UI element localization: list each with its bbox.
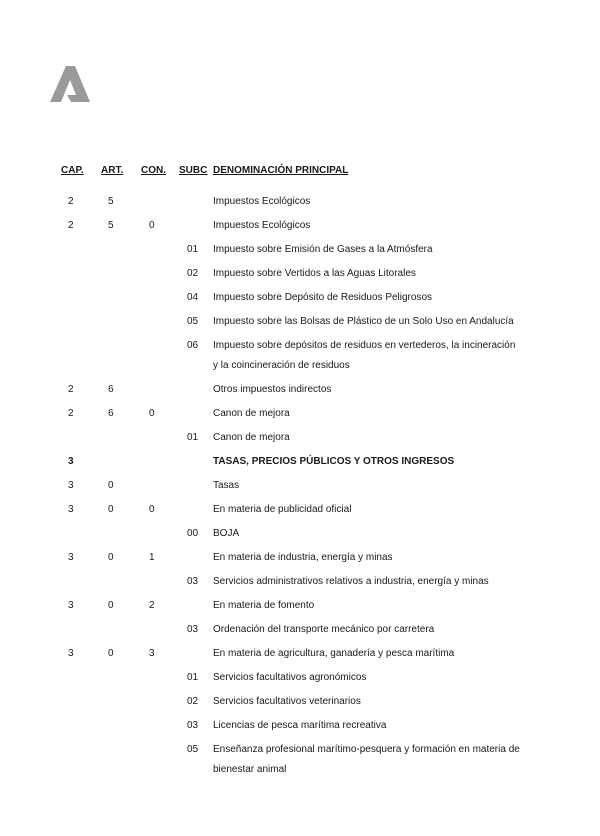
subc-cell: 04 (187, 292, 199, 303)
denominacion-cell: En materia de fomento (213, 600, 315, 611)
header-cap: CAP. (61, 165, 84, 176)
con-cell: 0 (149, 504, 155, 515)
art-cell: 0 (108, 504, 114, 515)
subc-cell: 01 (187, 244, 199, 255)
subc-cell: 03 (187, 624, 199, 635)
con-cell: 1 (149, 552, 155, 563)
cap-cell: 2 (68, 220, 74, 231)
art-cell: 0 (108, 648, 114, 659)
art-cell: 0 (108, 600, 114, 611)
header-art: ART. (101, 165, 124, 176)
con-cell: 0 (149, 408, 155, 419)
con-cell: 0 (149, 220, 155, 231)
subc-cell: 03 (187, 576, 199, 587)
art-cell: 0 (108, 480, 114, 491)
denominacion-cell: Impuestos Ecológicos (213, 196, 311, 207)
header-denominacion: DENOMINACIÓN PRINCIPAL (213, 165, 349, 176)
denominacion-cell: BOJA (213, 528, 240, 539)
cap-cell: 3 (68, 600, 74, 611)
cap-cell: 2 (68, 196, 74, 207)
cap-cell: 3 (68, 504, 74, 515)
denominacion-cell: Tasas (213, 480, 240, 491)
denominacion-cell: En materia de agricultura, ganadería y pesca marítima (213, 648, 455, 659)
denominacion-cell: Canon de mejora (213, 432, 290, 443)
subc-cell: 05 (187, 316, 199, 327)
denominacion-cell: Servicios facultativos veterinarios (213, 696, 361, 707)
denominacion-cell: Impuesto sobre depósitos de residuos en vertederos, la incineración y la coincineración de residuos (213, 340, 516, 371)
cap-cell: 3 (68, 648, 74, 659)
cap-cell: 3 (68, 552, 74, 563)
denominacion-cell: Impuesto sobre Depósito de Residuos Peligrosos (213, 292, 433, 303)
subc-cell: 01 (187, 672, 199, 683)
junta-andalucia-logo (50, 66, 90, 102)
denominacion-cell: Impuestos Ecológicos (213, 220, 311, 231)
subc-cell: 00 (187, 528, 199, 539)
denominacion-cell: En materia de industria, energía y minas (213, 552, 393, 563)
denominacion-cell: Servicios facultativos agronómicos (213, 672, 367, 683)
denominacion-cell: Impuesto sobre las Bolsas de Plástico de un Solo Uso en Andalucía (213, 316, 514, 327)
denominacion-cell: Canon de mejora (213, 408, 290, 419)
denominacion-cell: Servicios administrativos relativos a industria, energía y minas (213, 576, 489, 587)
denominacion-cell: En materia de publicidad oficial (213, 504, 352, 515)
denominacion-cell: Impuesto sobre Vertidos a las Aguas Litorales (213, 268, 416, 279)
denominacion-cell: Otros impuestos indirectos (213, 384, 332, 395)
cap-cell: 3 (68, 456, 74, 467)
subc-cell: 01 (187, 432, 199, 443)
cap-cell: 2 (68, 408, 74, 419)
con-cell: 3 (149, 648, 155, 659)
art-cell: 0 (108, 552, 114, 563)
art-cell: 5 (108, 220, 114, 231)
subc-cell: 02 (187, 268, 199, 279)
art-cell: 6 (108, 384, 114, 395)
subc-cell: 06 (187, 340, 199, 351)
art-cell: 5 (108, 196, 114, 207)
cap-cell: 3 (68, 480, 74, 491)
subc-cell: 02 (187, 696, 199, 707)
subc-cell: 05 (187, 744, 199, 755)
denominacion-cell: Enseñanza profesional marítimo-pesquera y formación en materia de bienestar animal (213, 744, 520, 775)
subc-cell: 03 (187, 720, 199, 731)
art-cell: 6 (108, 408, 114, 419)
con-cell: 2 (149, 600, 155, 611)
denominacion-cell: Licencias de pesca marítima recreativa (213, 720, 387, 731)
header-con: CON. (141, 165, 166, 176)
header-subc: SUBC (179, 165, 208, 176)
denominacion-cell: TASAS, PRECIOS PÚBLICOS Y OTROS INGRESOS (213, 456, 455, 467)
cap-cell: 2 (68, 384, 74, 395)
denominacion-cell: Impuesto sobre Emisión de Gases a la Atmósfera (213, 244, 433, 255)
denominacion-cell: Ordenación del transporte mecánico por carretera (213, 624, 435, 635)
